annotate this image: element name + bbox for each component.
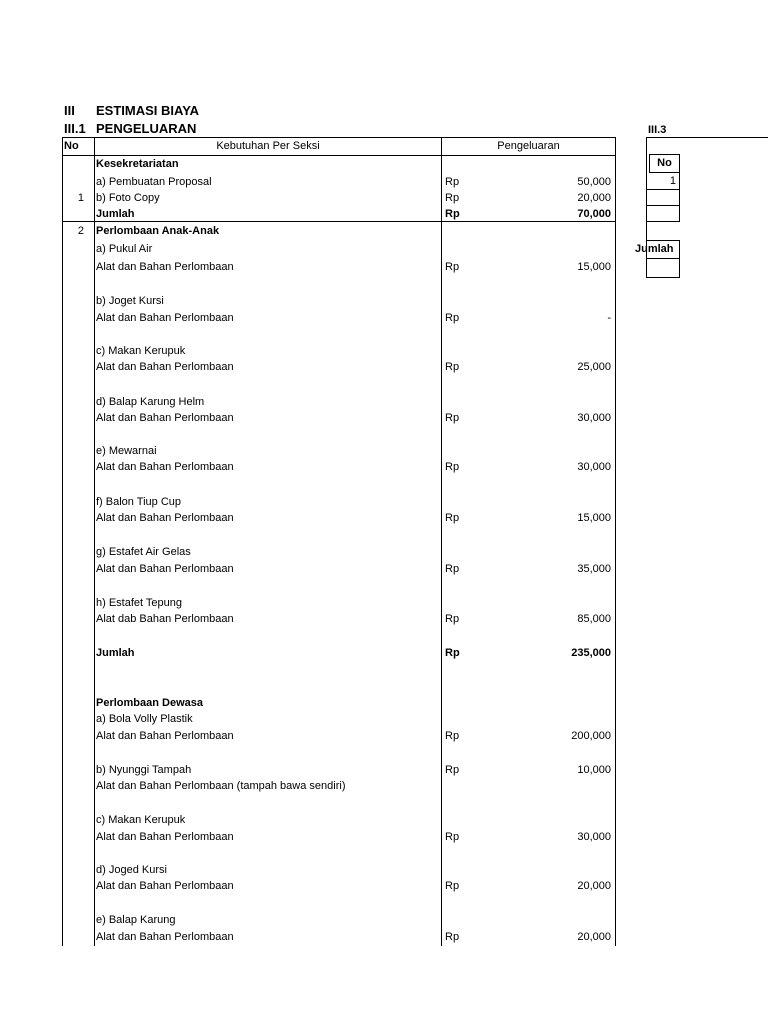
row-currency: Rp (445, 312, 460, 324)
row-currency: Rp (445, 730, 460, 742)
row-amount: 10,000 (577, 764, 611, 776)
row-description: c) Makan Kerupuk (96, 345, 186, 357)
row-description: Alat dan Bahan Perlombaan (96, 361, 234, 373)
row-currency: Rp (445, 261, 460, 273)
row-amount: 50,000 (577, 176, 611, 188)
row-description: Alat dab Bahan Perlombaan (96, 613, 234, 625)
row-amount: 15,000 (577, 512, 611, 524)
row-description: Jumlah (96, 208, 135, 220)
row-description: b) Nyunggi Tampah (96, 764, 192, 776)
row-description: Jumlah (96, 647, 135, 659)
row-description: f) Balon Tiup Cup (96, 496, 181, 508)
row-description: h) Estafet Tepung (96, 597, 183, 609)
row-description: Alat dan Bahan Perlombaan (96, 461, 234, 473)
row-description: b) Joget Kursi (96, 295, 164, 307)
row-number: 2 (77, 225, 84, 237)
row-currency: Rp (445, 647, 460, 659)
row-currency: Rp (445, 563, 460, 575)
col-header-expense: Pengeluaran (497, 140, 560, 152)
side-col-header-no: No (657, 157, 672, 169)
row-amount: - (607, 312, 611, 324)
row-description: Alat dan Bahan Perlombaan (96, 261, 234, 273)
section-number: III (64, 103, 75, 118)
row-description: Perlombaan Anak-Anak (96, 225, 220, 237)
row-description: Alat dan Bahan Perlombaan (96, 831, 234, 843)
col-header-no: No (64, 140, 79, 152)
row-description: Alat dan Bahan Perlombaan (96, 563, 234, 575)
row-description: d) Joged Kursi (96, 864, 167, 876)
row-description: a) Pembuatan Proposal (96, 176, 212, 188)
row-amount: 20,000 (577, 192, 611, 204)
row-description: d) Balap Karung Helm (96, 396, 205, 408)
row-currency: Rp (445, 880, 460, 892)
row-amount: 30,000 (577, 461, 611, 473)
row-currency: Rp (445, 512, 460, 524)
side-section-number: III.3 (648, 124, 667, 136)
side-row-no: 1 (669, 175, 676, 187)
row-currency: Rp (445, 831, 460, 843)
row-amount: 30,000 (577, 831, 611, 843)
row-description: e) Mewarnai (96, 445, 157, 457)
row-currency: Rp (445, 461, 460, 473)
row-amount: 25,000 (577, 361, 611, 373)
col-header-needs: Kebutuhan Per Seksi (216, 140, 320, 152)
row-amount: 20,000 (577, 931, 611, 943)
row-description: Perlombaan Dewasa (96, 697, 203, 709)
row-description: Alat dan Bahan Perlombaan (96, 412, 234, 424)
row-description: Alat dan Bahan Perlombaan (96, 730, 234, 742)
row-currency: Rp (445, 764, 460, 776)
row-currency: Rp (445, 412, 460, 424)
row-amount: 235,000 (571, 647, 611, 659)
row-amount: 85,000 (577, 613, 611, 625)
row-currency: Rp (445, 208, 460, 220)
row-amount: 35,000 (577, 563, 611, 575)
row-description: a) Pukul Air (96, 243, 153, 255)
row-description: Alat dan Bahan Perlombaan (tampah bawa sendiri) (96, 780, 346, 792)
row-currency: Rp (445, 613, 460, 625)
row-number: 1 (77, 192, 84, 204)
row-description: Alat dan Bahan Perlombaan (96, 312, 234, 324)
row-currency: Rp (445, 176, 460, 188)
row-description: Alat dan Bahan Perlombaan (96, 931, 234, 943)
row-amount: 200,000 (571, 730, 611, 742)
row-currency: Rp (445, 931, 460, 943)
row-description: g) Estafet Air Gelas (96, 546, 191, 558)
row-description: b) Foto Copy (96, 192, 160, 204)
row-description: c) Makan Kerupuk (96, 814, 186, 826)
subsection-number: III.1 (64, 121, 86, 136)
row-amount: 15,000 (577, 261, 611, 273)
row-amount: 30,000 (577, 412, 611, 424)
row-description: Alat dan Bahan Perlombaan (96, 880, 234, 892)
row-description: Alat dan Bahan Perlombaan (96, 512, 234, 524)
section-title: ESTIMASI BIAYA (96, 103, 200, 118)
row-description: e) Balap Karung (96, 914, 176, 926)
row-currency: Rp (445, 192, 460, 204)
row-description: Kesekretariatan (96, 158, 179, 170)
row-currency: Rp (445, 361, 460, 373)
row-amount: 20,000 (577, 880, 611, 892)
subsection-title: PENGELUARAN (96, 121, 197, 136)
side-total-label: Jumlah (635, 243, 674, 255)
row-amount: 70,000 (577, 208, 611, 220)
row-description: a) Bola Volly Plastik (96, 713, 193, 725)
